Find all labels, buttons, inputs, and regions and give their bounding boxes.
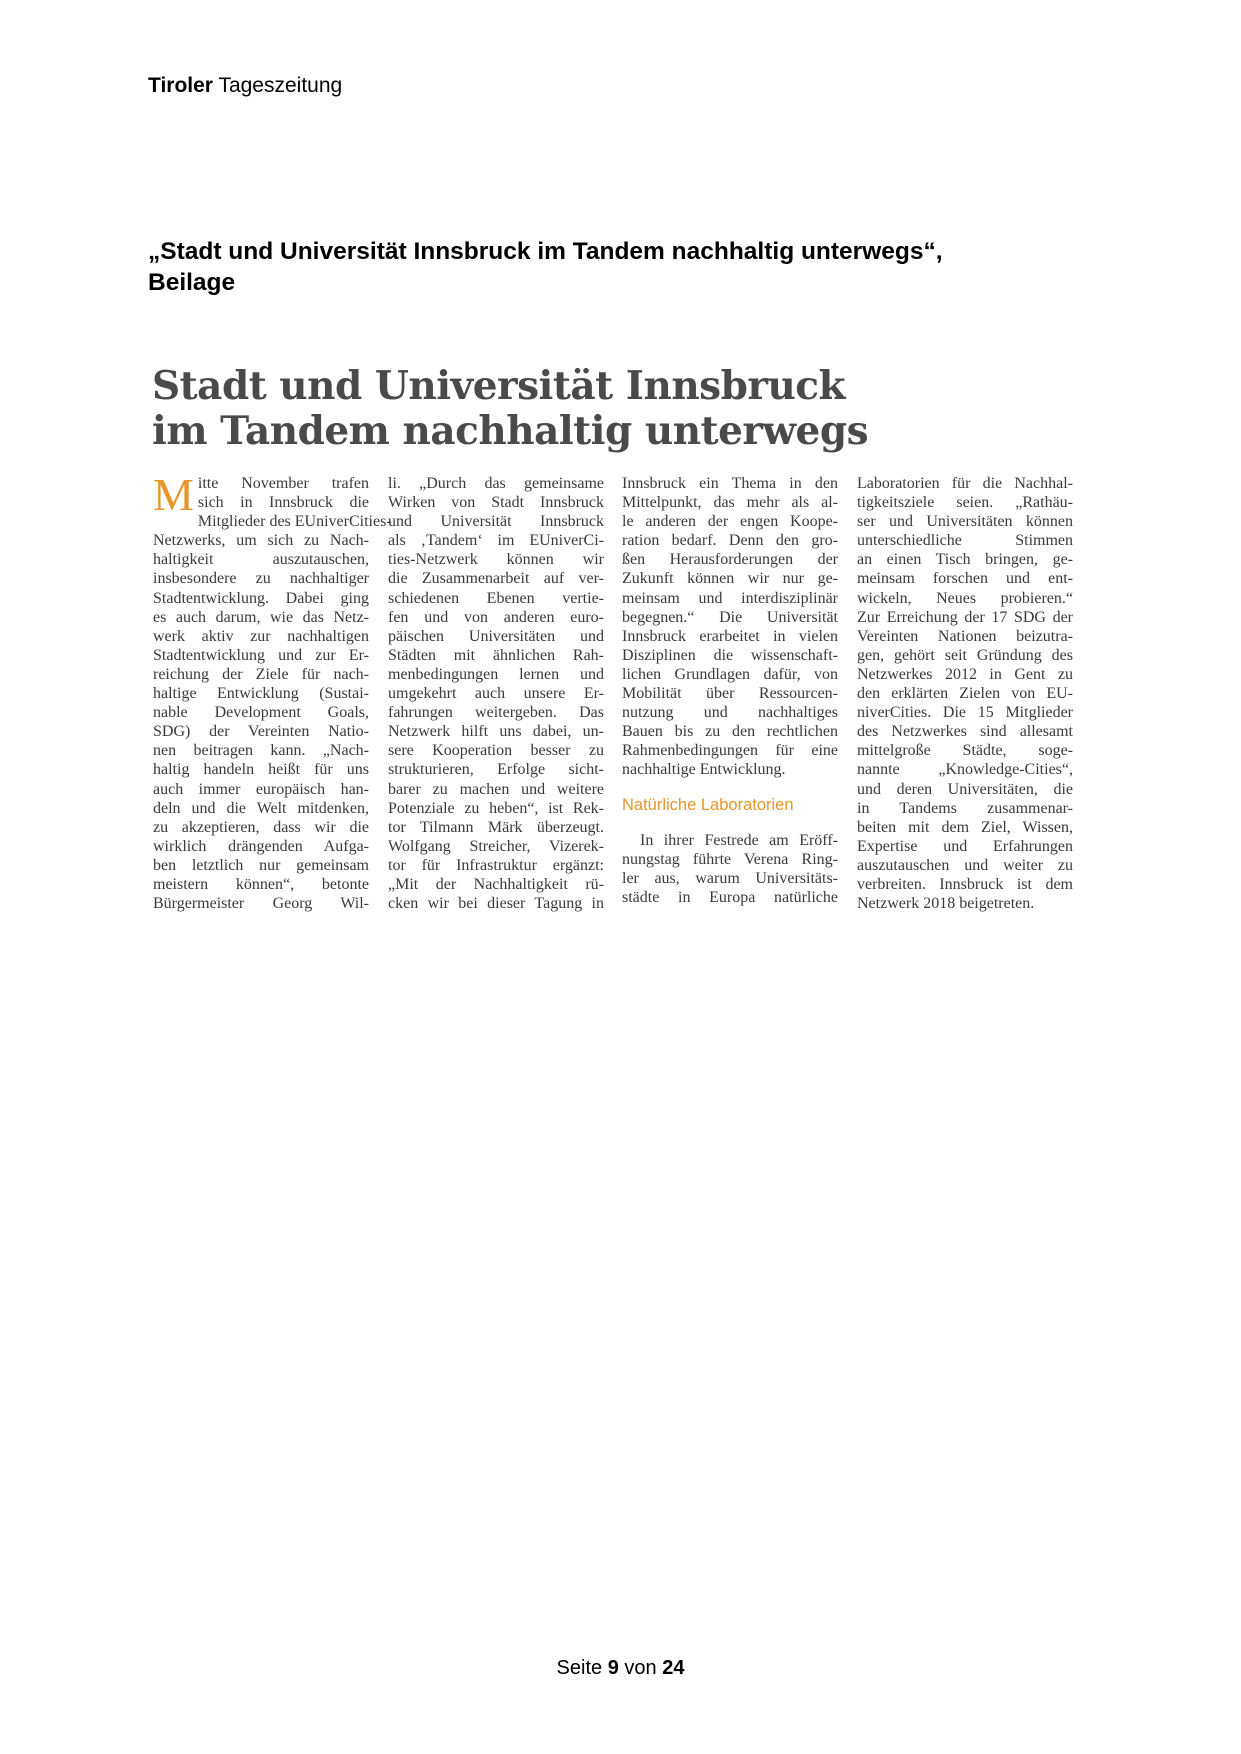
text-line: schiedenen Ebenen vertie- [388, 589, 604, 607]
text-line: wickeln, Neues probieren.“ [857, 589, 1073, 607]
text-line: Disziplinen die wissenschaft- [622, 646, 838, 664]
text-line: nable Development Goals, [153, 704, 369, 722]
text-line: le anderen der engen Koope- [622, 513, 838, 531]
text-line: Wolfgang Streicher, Vizerek- [388, 837, 604, 855]
article-text-col1 [153, 469, 392, 913]
text-line: SDG) der Vereinten Natio- [153, 723, 369, 741]
text-line: Innsbruck erarbeitet in vielen [622, 627, 838, 645]
text-line: gen, gehört seit Gründung des [857, 646, 1073, 664]
footer-mid: von [624, 1657, 657, 1679]
text-line: fahrungen weitergeben. Das [388, 704, 604, 722]
newspaper-source [148, 74, 342, 98]
text-line: cken wir bei dieser Tagung in [388, 895, 604, 913]
text-line: nen beitragen kann. „Nach- [153, 742, 369, 760]
text-line: barer zu machen und weitere [388, 780, 604, 798]
text-line: haltigkeit auszutauschen, [153, 551, 369, 569]
text-line: in Tandems zusammenar- [857, 799, 1073, 817]
text-line: tor für Infrastruktur ergänzt: [388, 856, 604, 874]
text-line: nungstag führte Verena Ring- [622, 850, 838, 868]
text-line: itte November trafen [197, 475, 369, 492]
text-line: ration bedarf. Denn den gro- [622, 532, 838, 550]
text-line: Expertise und Erfahrungen [857, 837, 1073, 855]
text-line: und Universität Innsbruck [388, 513, 604, 531]
text-line: Wirken von Stadt Innsbruck [388, 494, 604, 512]
text-line: umgekehrt auch unsere Er- [388, 685, 604, 703]
footer-prefix: Seite [556, 1657, 603, 1679]
drop-cap: M [153, 469, 194, 520]
document-title-line: „Stadt und Universität Innsbruck im Tandem nachhaltig unterwegs“, [148, 238, 943, 265]
text-line: li. „Durch das gemeinsame [388, 475, 604, 492]
article-column-2 [388, 474, 604, 913]
text-line: fen und von anderen euro- [388, 608, 604, 626]
article-text-col2 [388, 474, 604, 913]
text-line: reichung der Ziele für nach- [153, 665, 369, 683]
text-line: werk aktiv zur nachhaltigen [153, 627, 369, 645]
text-line: zu akzeptieren, dass wir die [153, 818, 369, 836]
text-line: Stadtentwicklung und zur Er- [153, 646, 369, 664]
article-headline [152, 364, 868, 454]
article-column-4 [857, 474, 1073, 913]
text-line: des Netzwerkes sind allesamt [857, 723, 1073, 741]
text-line: Netzwerkes 2012 in Gent zu [857, 665, 1073, 683]
text-line: als ‚Tandem‘ im EUniverCi- [388, 532, 604, 550]
source-bold: Tiroler [148, 74, 213, 97]
text-line: Mobilität über Ressourcen- [622, 685, 838, 703]
article-subheading: Natürliche Laboratorien [622, 795, 794, 814]
text-line: meinsam und interdisziplinär [622, 589, 838, 607]
text-line: auch immer europäisch han- [153, 780, 369, 798]
text-line: die Zusammenarbeit auf ver- [388, 570, 604, 588]
text-line: insbesondere zu nachhaltiger [153, 570, 369, 588]
text-line: Laboratorien für die Nachhal- [857, 475, 1073, 492]
text-line: Potenziale zu heben“, ist Rek- [388, 799, 604, 817]
text-line: unterschiedliche Stimmen [857, 532, 1073, 550]
text-line: ben letztlich nur gemeinsam [153, 856, 369, 874]
document-title-line: Beilage [148, 269, 236, 296]
text-line: sich in Innsbruck die [197, 494, 369, 512]
text-line: Mittelpunkt, das mehr als al- [622, 494, 838, 512]
text-line: begegnen.“ Die Universität [622, 608, 838, 626]
text-line: ler aus, warum Universitäts- [622, 869, 838, 887]
text-line: menbedingungen lernen und [388, 665, 604, 683]
text-line: beiten mit dem Ziel, Wissen, [857, 818, 1073, 836]
text-line: strukturieren, Erfolge sicht- [388, 761, 604, 779]
page-footer [0, 1657, 1241, 1680]
text-line: und deren Universitäten, die [857, 780, 1073, 798]
text-line: Netzwerk 2018 beigetreten. [857, 895, 1035, 913]
article-text-col3a [622, 474, 838, 780]
text-line: tor Tilmann Märk überzeugt. [388, 818, 604, 836]
current-page: 9 [607, 1657, 619, 1679]
source-rest: Tageszeitung [218, 74, 343, 97]
article-column-3 [622, 474, 838, 907]
text-line: Rahmenbedingungen für eine [622, 742, 838, 760]
text-line: städte in Europa natürliche [622, 888, 838, 906]
text-line: es auch darum, wie das Netz- [153, 608, 369, 626]
text-line: Bauen bis zu den rechtlichen [622, 723, 838, 741]
text-line: verbreiten. Innsbruck ist dem [857, 875, 1073, 893]
article-column-1 [153, 469, 392, 913]
text-line: auszutauschen und weiter zu [857, 856, 1073, 874]
text-line: ties-Netzwerk können wir [388, 551, 604, 569]
text-line: meinsam forschen und ent- [857, 570, 1073, 588]
text-line: Netzwerks, um sich zu Nach- [153, 532, 369, 550]
text-line: ßen Herausforderungen der [622, 551, 838, 569]
text-line: wirklich drängenden Aufga- [153, 837, 369, 855]
text-line: haltig handeln heißt für uns [153, 761, 369, 779]
text-line: mittelgroße Städte, soge- [857, 742, 1073, 760]
text-line: In ihrer Festrede am Eröff- [640, 831, 838, 849]
text-line: den erklärten Zielen von EU- [857, 685, 1073, 703]
text-line: Mitglieder des EUniverCities- [197, 513, 392, 531]
text-line: Vereinten Nationen beizutra- [857, 627, 1073, 645]
document-title [148, 236, 1108, 298]
headline-line: im Tandem nachhaltig unterwegs [152, 408, 869, 454]
headline-line: Stadt und Universität Innsbruck [152, 363, 846, 409]
text-line: Netzwerk hilft uns dabei, un- [388, 723, 604, 741]
text-line: niverCities. Die 15 Mitglieder [857, 704, 1073, 722]
text-line: tigkeitsziele seien. „Rathäu- [857, 494, 1073, 512]
text-line: „Mit der Nachhaltigkeit rü- [388, 875, 604, 893]
article-text-col3b [622, 831, 838, 907]
total-pages: 24 [662, 1657, 685, 1679]
text-line: ser und Universitäten können [857, 513, 1073, 531]
text-line: Zur Erreichung der 17 SDG der [857, 608, 1073, 626]
text-line: Stadtentwicklung. Dabei ging [153, 589, 369, 607]
text-line: Innsbruck ein Thema in den [622, 475, 838, 492]
text-line: nannte „Knowledge-Cities“, [857, 761, 1073, 779]
text-line: meistern können“, betonte [153, 875, 369, 893]
text-line: haltige Entwicklung (Sustai- [153, 685, 369, 703]
text-line: nutzung und nachhaltiges [622, 704, 838, 722]
text-line: an einen Tisch bringen, ge- [857, 551, 1073, 569]
text-line: nachhaltige Entwicklung. [622, 761, 786, 779]
article-text-col4 [857, 474, 1073, 913]
text-line: lichen Grundlagen dafür, von [622, 665, 838, 683]
text-line: sere Kooperation besser zu [388, 742, 604, 760]
text-line: päischen Universitäten und [388, 627, 604, 645]
text-line: deln und die Welt mitdenken, [153, 799, 369, 817]
text-line: Bürgermeister Georg Wil- [153, 895, 369, 913]
text-line: Städten mit ähnlichen Rah- [388, 646, 604, 664]
text-line: Zukunft können wir nur ge- [622, 570, 838, 588]
